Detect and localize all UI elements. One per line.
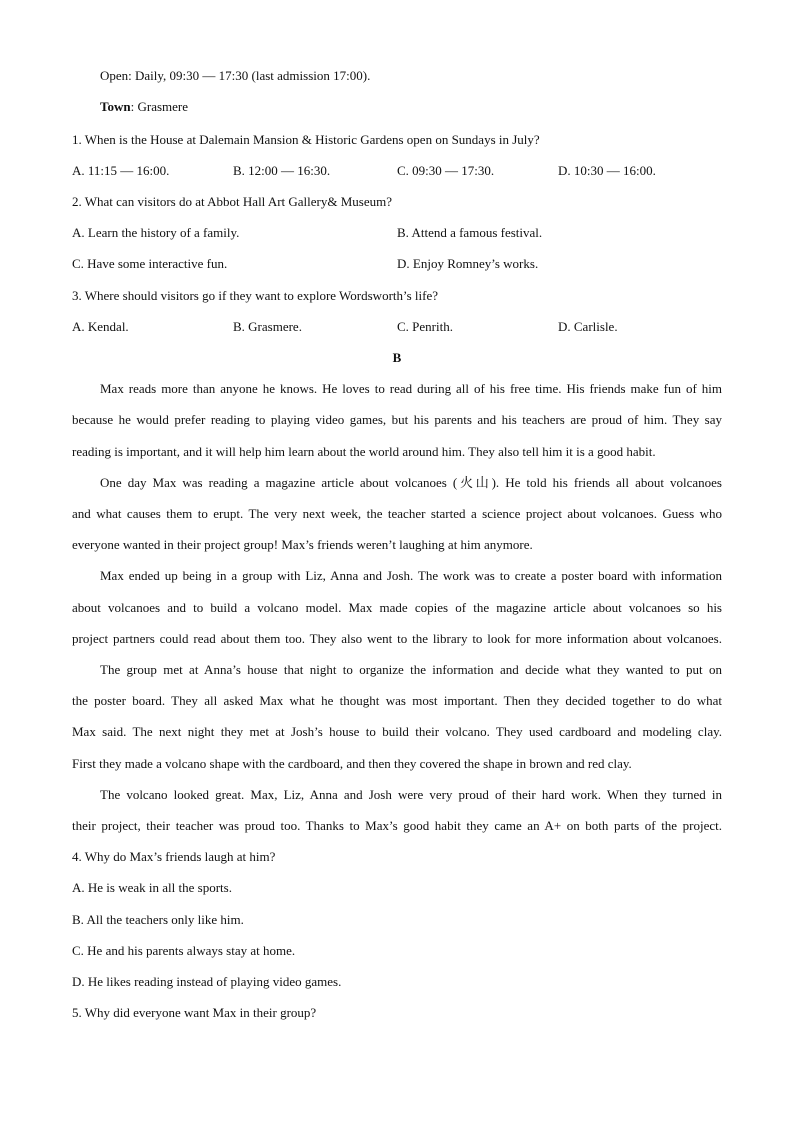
passage-line: The group met at Anna’s house that night to organize the information and decide what they wanted to put on xyxy=(100,662,722,677)
passage-line: and what causes them to erupt. The very next week, the teacher started a science project about volcanoes. Guess who xyxy=(72,506,722,521)
q1-option-d: D. 10:30 — 16:00. xyxy=(558,163,656,178)
town-line xyxy=(100,99,750,115)
passage-line: project partners could read about them too. They also went to the library to look for more information about volcanoes. xyxy=(72,631,722,646)
q3-option-c: C. Penrith. xyxy=(397,319,453,334)
q4-option-d: D. He likes reading instead of playing video games. xyxy=(72,974,342,989)
q4-option-b: B. All the teachers only like him. xyxy=(72,912,244,927)
question-5: 5. Why did everyone want Max in their group? xyxy=(72,1005,317,1020)
q1-option-c: C. 09:30 — 17:30. xyxy=(397,163,495,178)
passage-line: the poster board. They all asked Max what he thought was most important. Then they decided together to do what xyxy=(72,693,722,708)
passage-line: First they made a volcano shape with the cardboard, and then they covered the shape in brown and red clay. xyxy=(72,756,632,771)
question-4: 4. Why do Max’s friends laugh at him? xyxy=(72,849,276,864)
q3-option-a: A. Kendal. xyxy=(72,319,129,334)
q1-option-b: B. 12:00 — 16:30. xyxy=(233,163,331,178)
q1-option-a: A. 11:15 — 16:00. xyxy=(72,163,170,178)
question-1: 1. When is the House at Dalemain Mansion & Historic Gardens open on Sundays in July? xyxy=(72,132,540,147)
q4-option-a: A. He is weak in all the sports. xyxy=(72,880,232,895)
q2-option-a: A. Learn the history of a family. xyxy=(72,225,240,240)
passage-line: about volcanoes and to build a volcano model. Max made copies of the magazine article about volcanoes so his xyxy=(72,600,722,615)
passage-line: Max reads more than anyone he knows. He loves to read during all of his free time. His friends make fun of him xyxy=(100,381,722,396)
town-label: Town xyxy=(100,99,131,114)
q2-option-d: D. Enjoy Romney’s works. xyxy=(397,256,539,271)
passage-line: because he would prefer reading to playing video games, but his parents and his teachers are proud of him. They say xyxy=(72,412,722,427)
passage-line: Max ended up being in a group with Liz, Anna and Josh. The work was to create a poster board with information xyxy=(100,568,722,583)
passage-line: The volcano looked great. Max, Liz, Anna and Josh were very proud of their hard work. When they turned in xyxy=(100,787,722,802)
section-b-title: B xyxy=(392,350,402,365)
passage-line: everyone wanted in their project group! Max’s friends weren’t laughing at him anymore. xyxy=(72,537,533,552)
passage-line: One day Max was reading a magazine article about volcanoes (火山). He told his friends all about volcanoes xyxy=(100,475,722,490)
question-2: 2. What can visitors do at Abbot Hall Art Gallery& Museum? xyxy=(72,194,393,209)
q2-option-c: C. Have some interactive fun. xyxy=(72,256,228,271)
town-value: : Grasmere xyxy=(130,99,188,114)
q3-option-b: B. Grasmere. xyxy=(233,319,302,334)
passage-line: reading is important, and it will help him learn about the world around him. They also tell him it is a good habit. xyxy=(72,444,656,459)
q3-option-d: D. Carlisle. xyxy=(558,319,618,334)
open-hours: Open: Daily, 09:30 — 17:30 (last admission 17:00). xyxy=(100,68,371,83)
question-3: 3. Where should visitors go if they want to explore Wordsworth’s life? xyxy=(72,288,439,303)
passage-line: their project, their teacher was proud too. Thanks to Max’s good habit they came an A+ on both parts of the project. xyxy=(72,818,722,833)
q4-option-c: C. He and his parents always stay at home. xyxy=(72,943,296,958)
q2-option-b: B. Attend a famous festival. xyxy=(397,225,543,240)
passage-line: Max said. The next night they met at Josh’s house to build their volcano. They used cardboard and modeling clay. xyxy=(72,724,722,739)
